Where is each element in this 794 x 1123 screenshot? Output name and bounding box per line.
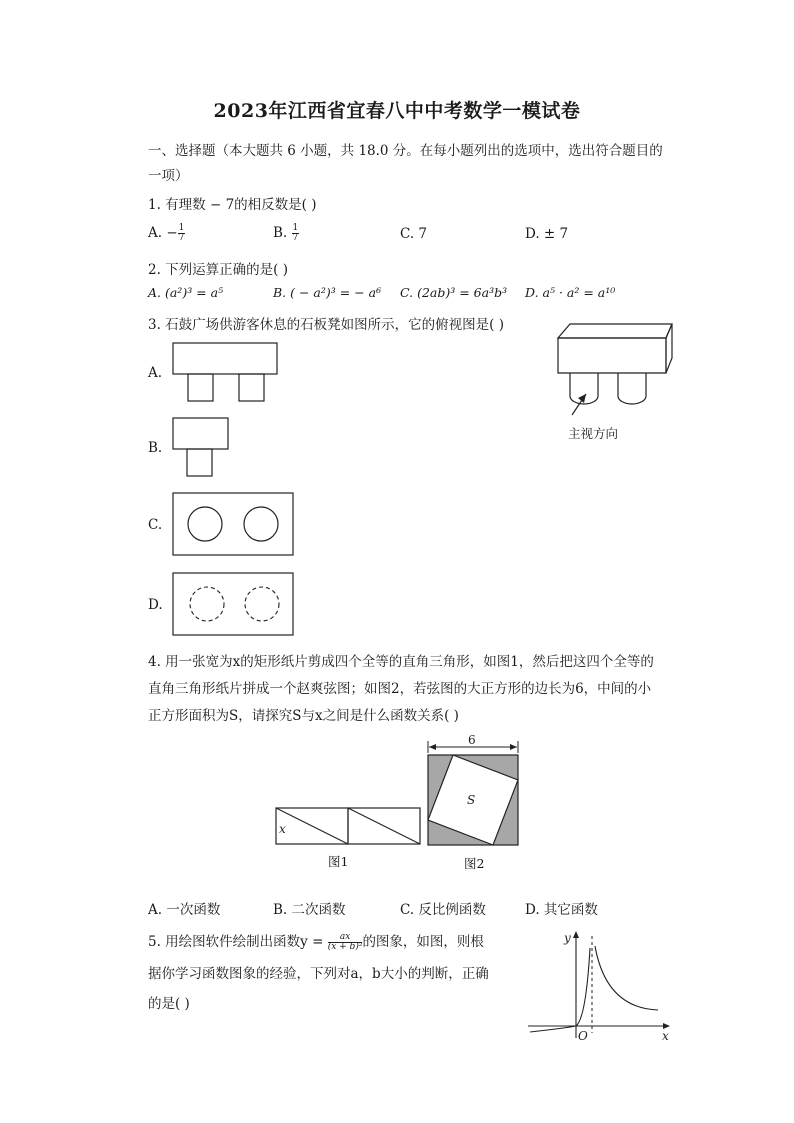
q2-option-c: C. (2ab)³ = 6a³b³	[400, 285, 508, 300]
fig2-s-label: S	[467, 793, 476, 807]
q1-option-b-num: 1	[292, 223, 299, 233]
q1-option-b-fraction	[292, 224, 300, 243]
view-direction-arrowhead	[578, 394, 586, 403]
section-header-line1: 一、选择题（本大题共 6 小题，共 18.0 分。在每小题列出的选项中，选出符合题目的	[148, 143, 663, 159]
bench-right-leg	[618, 373, 646, 404]
fig1-caption: 图1	[328, 854, 349, 869]
bench-side-face	[666, 324, 672, 373]
option-b-leg	[187, 449, 212, 476]
q5-stem-line3: 的是( )	[148, 996, 190, 1012]
fig2-dim-left-arrow	[429, 744, 436, 750]
q5-stem-pre: 5. 用绘图软件绘制出函数y =	[148, 934, 328, 950]
q5-frac-num: ax	[328, 933, 363, 943]
graph-curve-left	[530, 948, 590, 1032]
q4-stem-line1: 4. 用一张宽为x的矩形纸片剪成四个全等的直角三角形，如图1，然后把这四个全等的	[148, 654, 654, 670]
q5-stem-post: 的图象，如图，则根	[362, 934, 484, 950]
q1-option-a-label: A.	[148, 225, 163, 241]
q1-option-a-fraction	[178, 224, 186, 243]
q1-option-d: D. ± 7	[525, 226, 569, 242]
q5-function-fraction	[328, 933, 363, 952]
exam-title: 2023年江西省宜春八中中考数学一模试卷	[213, 100, 581, 122]
q3-option-a-label: A.	[148, 365, 163, 381]
q2-option-d: D. a⁵ · a² = a¹⁰	[525, 285, 616, 300]
q3-option-c-label: C.	[148, 517, 163, 533]
q2-option-b: B. ( − a²)³ = − a⁶	[273, 285, 382, 300]
graph-curve-right	[595, 946, 658, 1010]
graph-x-label: x	[662, 1029, 669, 1043]
fig1-x-label: x	[279, 822, 286, 836]
option-c-rect	[173, 493, 293, 555]
option-d-right-dashed-circle	[245, 587, 279, 621]
q3-option-c-figure	[172, 492, 296, 558]
function-graph	[526, 928, 676, 1046]
q1-option-a-num: 1	[178, 223, 185, 233]
figure-2	[425, 733, 525, 849]
q5-stem-line2: 据你学习函数图象的经验，下列对a，b大小的判断，正确	[148, 966, 489, 982]
q1-stem: 1. 有理数 − 7的相反数是( )	[148, 197, 317, 213]
q4-option-a: A. 一次函数	[148, 902, 221, 918]
q1-option-a-sign: −	[166, 225, 178, 241]
option-a-top-rect	[173, 343, 277, 374]
q4-stem-line2: 直角三角形纸片拼成一个赵爽弦图；如图2，若弦图的大正方形的边长为6，中间的小	[148, 681, 652, 697]
q5-stem-line1	[148, 930, 484, 952]
q5-frac-den: (x + b)²	[327, 942, 363, 952]
q2-stem: 2. 下列运算正确的是( )	[148, 262, 288, 278]
fig2-caption: 图2	[464, 856, 485, 871]
fig2-dim-right-arrow	[510, 744, 517, 750]
q1-option-a	[148, 224, 185, 243]
option-d-rect	[173, 573, 293, 635]
q1-option-b-den: 7	[292, 233, 299, 243]
q4-option-b: B. 二次函数	[273, 902, 346, 918]
q3-option-b-label: B.	[148, 440, 163, 456]
option-a-right-leg	[239, 374, 264, 401]
q3-option-d-figure	[172, 572, 296, 638]
q1-option-a-den: 7	[178, 233, 185, 243]
q4-stem-line3: 正方形面积为S，请探究S与x之间是什么函数关系( )	[148, 708, 459, 724]
option-c-left-circle	[188, 507, 222, 541]
q3-option-d-label: D.	[148, 597, 163, 613]
graph-y-label: y	[564, 931, 571, 945]
bench-top-face	[558, 324, 672, 338]
q4-option-c: C. 反比例函数	[400, 902, 486, 918]
option-c-right-circle	[244, 507, 278, 541]
option-b-top-rect	[173, 418, 228, 449]
q1-option-b-label: B.	[273, 225, 288, 241]
fig1-right-diagonal	[348, 808, 420, 844]
graph-y-arrow	[573, 931, 579, 938]
q3-option-a-figure	[172, 342, 280, 404]
q3-stem: 3. 石鼓广场供游客休息的石板凳如图所示，它的俯视图是( )	[148, 317, 504, 333]
option-a-left-leg	[188, 374, 213, 401]
option-d-left-dashed-circle	[190, 587, 224, 621]
q4-option-d: D. 其它函数	[525, 902, 598, 918]
section-header-line2: 一项）	[148, 168, 189, 184]
figure-1	[275, 806, 422, 848]
q1-option-b	[273, 224, 299, 243]
fig1-left-diagonal	[276, 808, 348, 844]
q3-option-b-figure	[172, 417, 232, 479]
graph-origin-label: O	[578, 1029, 588, 1043]
q1-option-c: C. 7	[400, 226, 428, 242]
q2-option-a: A. (a²)³ = a⁵	[148, 285, 224, 300]
bench-front-face	[558, 338, 666, 373]
fig2-side-label: 6	[468, 733, 476, 747]
view-direction-label: 主视方向	[568, 426, 619, 441]
